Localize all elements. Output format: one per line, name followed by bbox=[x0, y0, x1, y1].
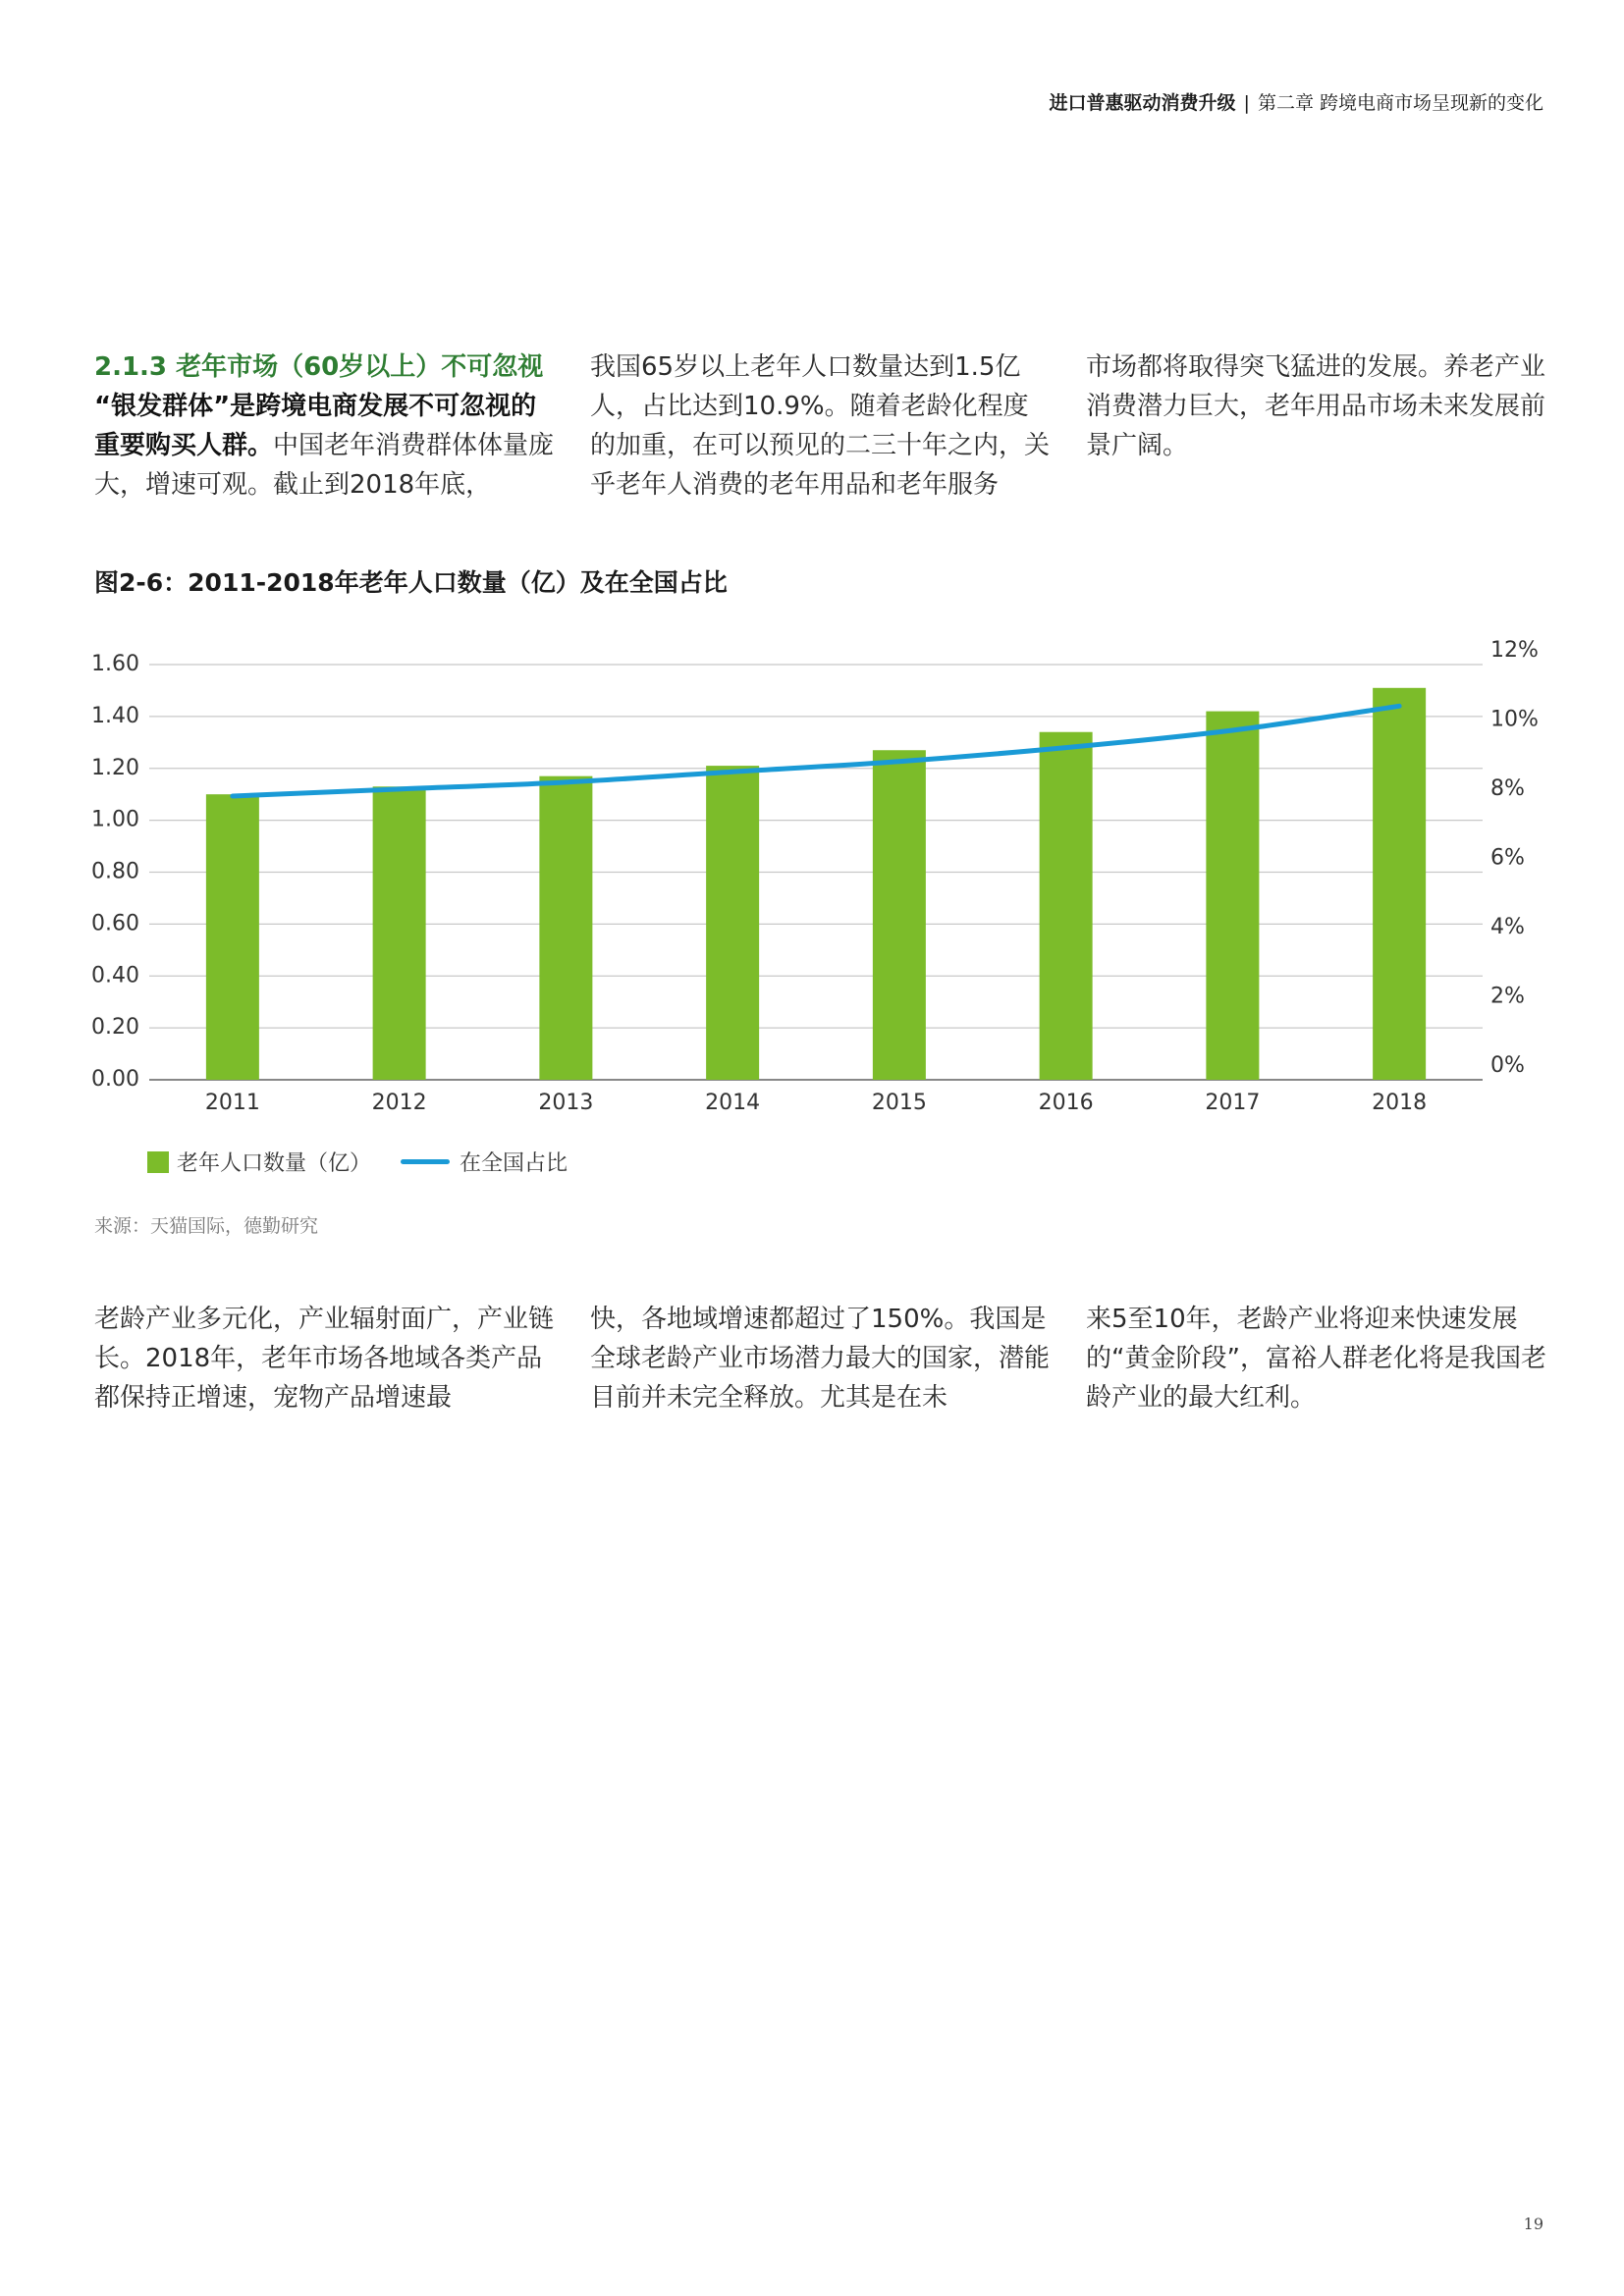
bar bbox=[206, 794, 259, 1080]
y-right-tick-label: 10% bbox=[1490, 707, 1539, 732]
y-left-tick-label: 1.40 bbox=[91, 703, 139, 728]
legend-swatch-line bbox=[401, 1159, 450, 1164]
lead-sentence: “银发群体”是跨境电商发展不可忽视的重要购买人群。 bbox=[94, 392, 537, 460]
bar bbox=[706, 766, 759, 1080]
y-left-tick-label: 1.60 bbox=[91, 652, 139, 676]
bar bbox=[1206, 712, 1259, 1080]
body-text-2: 快，各地域增速都超过了150%。我国是全球老龄产业市场潜力最大的国家，潜能目前并未完全释放。尤其是在未 bbox=[590, 1305, 1051, 1413]
bar bbox=[1040, 732, 1093, 1080]
intro-text-2: 我国65岁以上老年人口数量达到1.5亿人，占比达到10.9%。随着老龄化程度的加重，在可以预见的二三十年之内，关乎老年人消费的老年用品和老年服务 bbox=[590, 352, 1051, 500]
intro-text-3: 市场都将取得突飞猛进的发展。养老产业消费潜力巨大，老年用品市场未来发展前景广阔。 bbox=[1086, 352, 1546, 460]
y-right-tick-label: 12% bbox=[1490, 638, 1539, 663]
page-number: 19 bbox=[1523, 2215, 1543, 2233]
y-left-tick-label: 0.80 bbox=[91, 859, 139, 884]
y-left-tick-label: 1.20 bbox=[91, 755, 139, 780]
x-tick-label: 2013 bbox=[538, 1091, 594, 1115]
legend-label-line: 在全国占比 bbox=[460, 1151, 568, 1176]
intro-text-1: 中国老年消费群体体量庞大，增速可观。截止到2018年底， bbox=[94, 431, 555, 500]
section-heading: 2.1.3 老年市场（60岁以上）不可忽视 bbox=[94, 352, 544, 382]
y-right-tick-label: 4% bbox=[1490, 915, 1525, 939]
header-report-title: 进口普惠驱动消费升级 bbox=[1049, 92, 1236, 114]
legend-label-bars: 老年人口数量（亿） bbox=[177, 1151, 372, 1176]
header-separator: | bbox=[1243, 92, 1250, 114]
x-tick-label: 2012 bbox=[371, 1091, 427, 1115]
x-tick-label: 2016 bbox=[1038, 1091, 1094, 1115]
y-right-tick-label: 6% bbox=[1490, 845, 1525, 871]
y-left-tick-label: 1.00 bbox=[91, 807, 139, 832]
bar bbox=[1373, 688, 1426, 1080]
body-column-1 bbox=[94, 1300, 556, 1417]
y-left-tick-label: 0.40 bbox=[91, 963, 139, 988]
body-text-1: 老龄产业多元化，产业辐射面广，产业链长。2018年，老年市场各地域各类产品都保持正增速，宠物产品增速最 bbox=[94, 1305, 555, 1413]
x-tick-label: 2011 bbox=[204, 1091, 260, 1115]
figure-source: 来源：天猫国际，德勤研究 bbox=[94, 1215, 319, 1237]
x-tick-label: 2017 bbox=[1205, 1091, 1261, 1115]
figure-title: 图2-6：2011-2018年老年人口数量（亿）及在全国占比 bbox=[94, 568, 728, 597]
y-right-tick-label: 0% bbox=[1490, 1053, 1525, 1078]
y-right-tick-label: 8% bbox=[1490, 776, 1525, 801]
bar bbox=[873, 750, 926, 1080]
body-column-3 bbox=[1086, 1300, 1547, 1417]
body-text-3: 来5至10年，老龄产业将迎来快速发展的“黄金阶段”，富裕人群老化将是我国老龄产业的最大红利。 bbox=[1086, 1305, 1546, 1413]
chart-legend bbox=[147, 1147, 568, 1177]
bar bbox=[373, 786, 426, 1080]
x-tick-label: 2018 bbox=[1372, 1091, 1428, 1115]
y-left-tick-label: 0.20 bbox=[91, 1015, 139, 1041]
body-column-2 bbox=[590, 1300, 1052, 1417]
header-chapter-title: 第二章 跨境电商市场呈现新的变化 bbox=[1257, 92, 1543, 114]
bar bbox=[539, 776, 592, 1080]
y-right-tick-label: 2% bbox=[1490, 984, 1525, 1009]
y-left-tick-label: 0.60 bbox=[91, 911, 139, 936]
x-tick-label: 2014 bbox=[705, 1091, 761, 1115]
y-left-tick-label: 0.00 bbox=[91, 1067, 139, 1092]
legend-swatch-bars bbox=[147, 1151, 169, 1173]
x-tick-label: 2015 bbox=[871, 1091, 927, 1115]
